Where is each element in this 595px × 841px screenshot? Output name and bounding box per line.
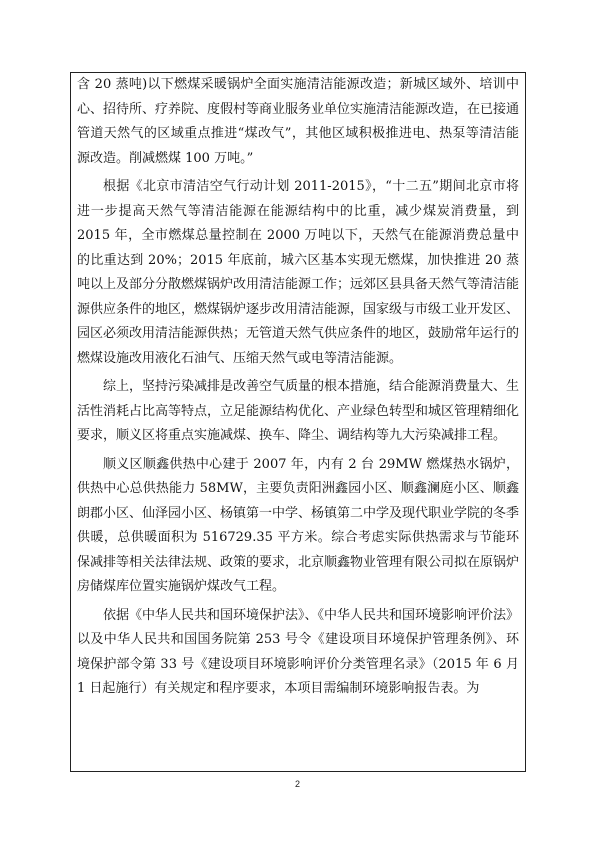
paragraph-legal-basis: 依据《中华人民共和国环境保护法》、《中华人民共和国环境影响评价法》以及中华人民共和国国务院第 253 号令《建设项目环境保护管理条例》、环境保护部令第 33 号《建设项目环境影响评价分类管理名录》（2015 年 6 月 1 日起施行）有关规定和程序要求，本项目需编制环境影响报告表。为 — [77, 607, 520, 696]
page-number: 2 — [294, 779, 300, 789]
document-frame — [70, 72, 526, 772]
paragraph-summary: 综上，坚持污染减排是改善空气质量的根本措施，结合能源消费量大、生活性消耗占比高等特点，立足能源结构优化、产业绿色转型和城区管理精细化要求，顺义区将重点实施减煤、换车、降尘、调结构等九大污染减排工程。 — [77, 379, 520, 443]
paragraph-heating-center: 顺义区顺鑫供热中心建于 2007 年，内有 2 台 29MW 燃煤热水锅炉，供热中心总供热能力 58MW，主要负责阳洲鑫园小区、顺鑫澜庭小区、顺鑫朗郡小区、仙泽园小区、杨镇第一中学、杨镇第二中学及现代职业学院的冬季供暖，总供暖面积为 516729.35 平方米。综合考虑实际供热需求与节能环保减排等相关法律法规、政策的要求，北京顺鑫物业管理有限公司拟在原锅炉房储煤库位置实施锅炉煤改气工程。 — [77, 456, 520, 594]
paragraph-continuation: 含 20 蒸吨)以下燃煤采暖锅炉全面实施清洁能源改造；新城区域外、培训中心、招待所、疗养院、度假村等商业服务业单位实施清洁能源改造，在已接通管道天然气的区域重点推进“煤改气”，其他区域积极推进电、热泵等清洁能源改造。削减燃煤 100 万吨。” — [77, 77, 520, 166]
paragraph-beijing-plan: 根据《北京市清洁空气行动计划 2011-2015》，“十二五”期间北京市将进一步提高天然气等清洁能源在能源结构中的比重，减少煤炭消费量，到 2015 年，全市燃煤总量控制在 2000 万吨以下，天然气在能源消费总量中的比重达到 20%；2015 年底前，城六区基本实现无燃煤，加快推进 20 蒸吨以上及部分分散燃煤锅炉改用清洁能源工作；远郊区县具备天然气等清洁能源供应条件的地区，燃煤锅炉逐步改用清洁能源，国家级与市级工业开发区、园区必须改用清洁能源供热；无管道天然气供应条件的地区，鼓励常年运行的燃煤设施改用液化石油气、压缩天然气或电等清洁能源。 — [77, 179, 520, 366]
